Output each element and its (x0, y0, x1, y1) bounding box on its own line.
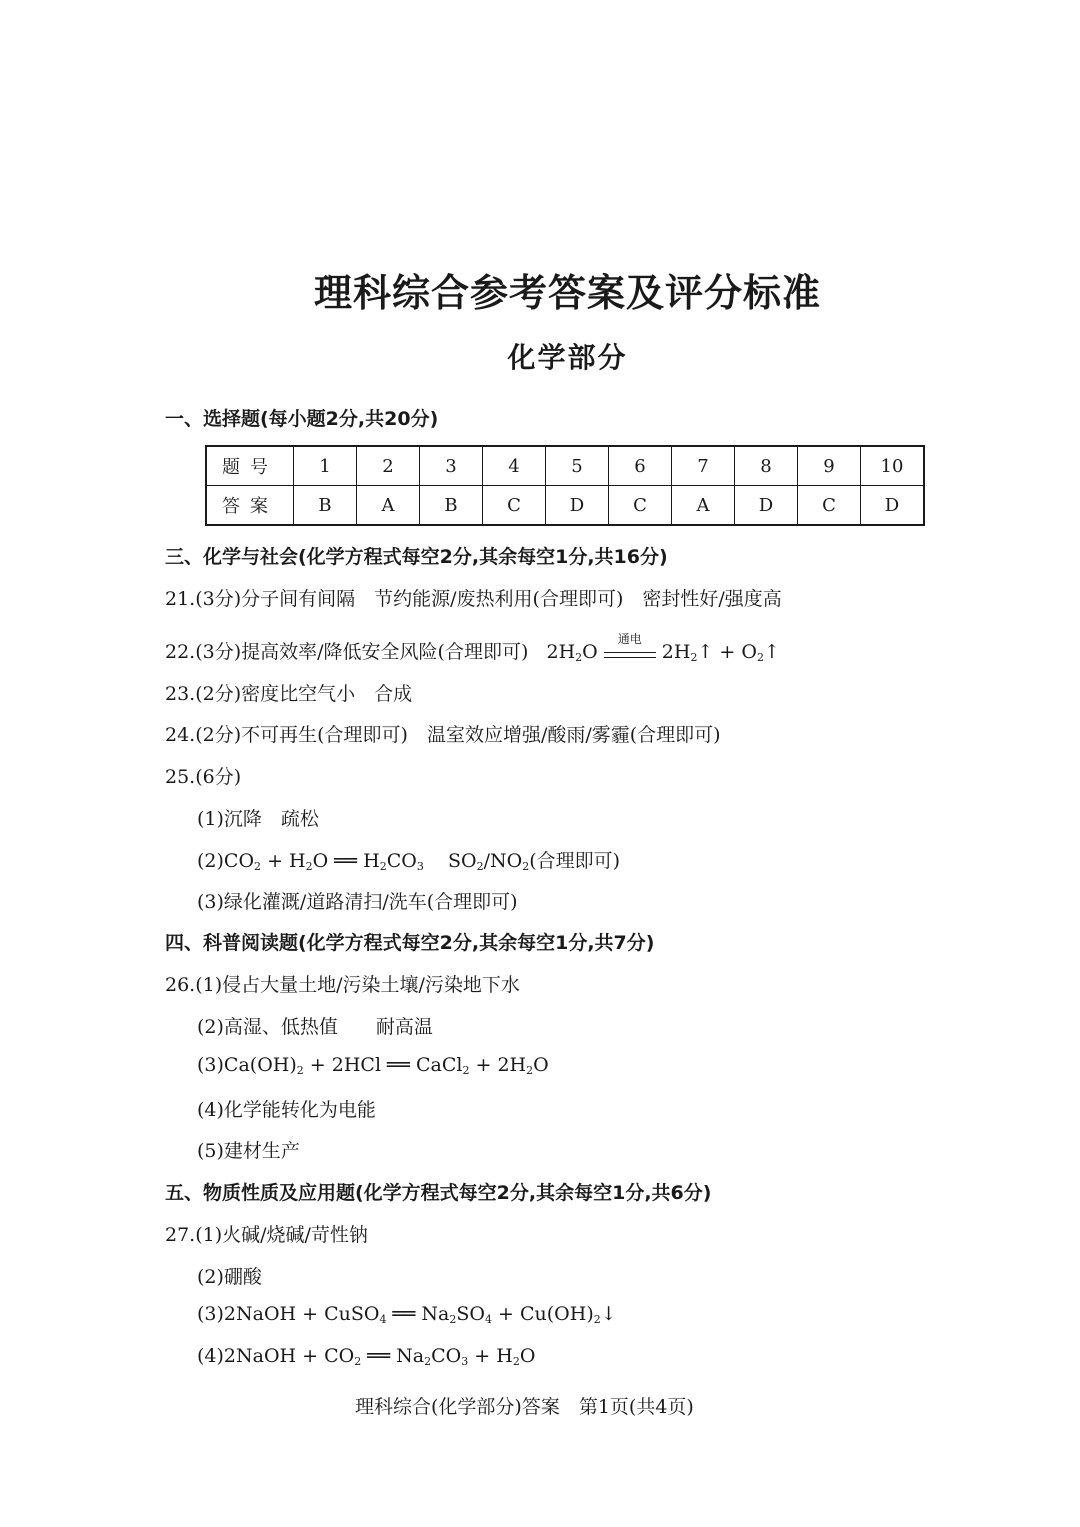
answer-q23: 23.(2分)密度比空气小 合成 (165, 683, 413, 705)
table-row-numbers (206, 446, 924, 486)
table-cell: 10 (861, 446, 925, 486)
row-header-number: 题号 (206, 446, 294, 486)
answer-q26-5: (5)建材生产 (197, 1140, 300, 1162)
table-cell: 7 (672, 446, 735, 486)
table-cell: A (357, 486, 420, 526)
answer-q22-text: 22.(3分)提高效率/降低安全风险(合理即可) (165, 641, 529, 663)
answer-q26-2: (2)高湿、低热值 耐高温 (197, 1016, 433, 1038)
answer-q25: 25.(6分) (165, 766, 242, 788)
page-title: 理科综合参考答案及评分标准 (313, 271, 821, 315)
answer-q25-2-tail: (合理即可) (529, 850, 621, 872)
table-cell: D (546, 486, 609, 526)
section-heading-choice: 一、选择题(每小题2分,共20分) (165, 408, 439, 430)
row-header-answer: 答案 (206, 486, 294, 526)
table-cell: C (609, 486, 672, 526)
answer-q26-1: 26.(1)侵占大量土地/污染土壤/污染地下水 (165, 974, 520, 996)
section-heading-society: 三、化学与社会(化学方程式每空2分,其余每空1分,共16分) (165, 546, 668, 568)
answer-q27-3: (3)2NaOH + CuSO$_4$ ══ $Na_2SO_4$ + $Cu(OH)_2↓$ (197, 1303, 617, 1326)
electrolysis-equals-sign (604, 631, 656, 658)
table-cell: A (672, 486, 735, 526)
table-cell: 6 (609, 446, 672, 486)
answer-q25-1: (1)沉降 疏松 (197, 808, 319, 830)
answer-q21: 21.(3分)分子间有间隔 节约能源/废热利用(合理即可) 密封性好/强度高 (165, 588, 782, 610)
table-cell: 8 (735, 446, 798, 486)
table-cell: B (294, 486, 357, 526)
table-cell: 1 (294, 446, 357, 486)
answer-q25-3: (3)绿化灌溉/道路清扫/洗车(合理即可) (197, 891, 518, 913)
answer-q26-4: (4)化学能转化为电能 (197, 1099, 376, 1121)
section-heading-reading: 四、科普阅读题(化学方程式每空2分,其余每空1分,共7分) (165, 932, 655, 954)
answer-q27-1: 27.(1)火碱/烧碱/苛性钠 (165, 1224, 368, 1246)
page-subtitle: 化学部分 (507, 341, 628, 374)
table-cell: C (483, 486, 546, 526)
table-cell: 4 (483, 446, 546, 486)
table-cell: D (861, 486, 925, 526)
table-cell: 5 (546, 446, 609, 486)
answer-q22: 22.(3分)提高效率/降低安全风险(合理即可) $2H_2O$ 通电 $2H_2↑$ + $O_2↑$ (165, 631, 780, 664)
table-cell: D (735, 486, 798, 526)
answer-q24: 24.(2分)不可再生(合理即可) 温室效应增强/酸雨/雾霾(合理即可) (165, 724, 721, 746)
table-cell: 9 (798, 446, 861, 486)
answer-q27-4: (4)2NaOH + $CO_2$ ══ $Na_2CO_3 + H_2O$ (197, 1345, 536, 1368)
table-cell: C (798, 486, 861, 526)
answer-table (205, 445, 925, 526)
table-cell: 3 (420, 446, 483, 486)
table-cell: 2 (357, 446, 420, 486)
answer-q27-2: (2)硼酸 (197, 1266, 262, 1288)
page-footer: 理科综合(化学部分)答案 第1页(共4页) (355, 1396, 694, 1418)
table-row-answers (206, 486, 924, 526)
reaction-condition: 通电 (617, 631, 642, 646)
section-heading-properties: 五、物质性质及应用题(化学方程式每空2分,其余每空1分,共6分) (165, 1182, 712, 1204)
table-cell: B (420, 486, 483, 526)
answer-q26-3: $(3)Ca(OH)_2 + 2HCl$ ══ CaCl$_2$ + $2H_2O$ (197, 1054, 549, 1077)
answer-q25-2: $(2)CO_2 + H_2O$ ══ $H_2CO_3$ $SO_2/NO_2$(合理即可) (197, 850, 621, 873)
